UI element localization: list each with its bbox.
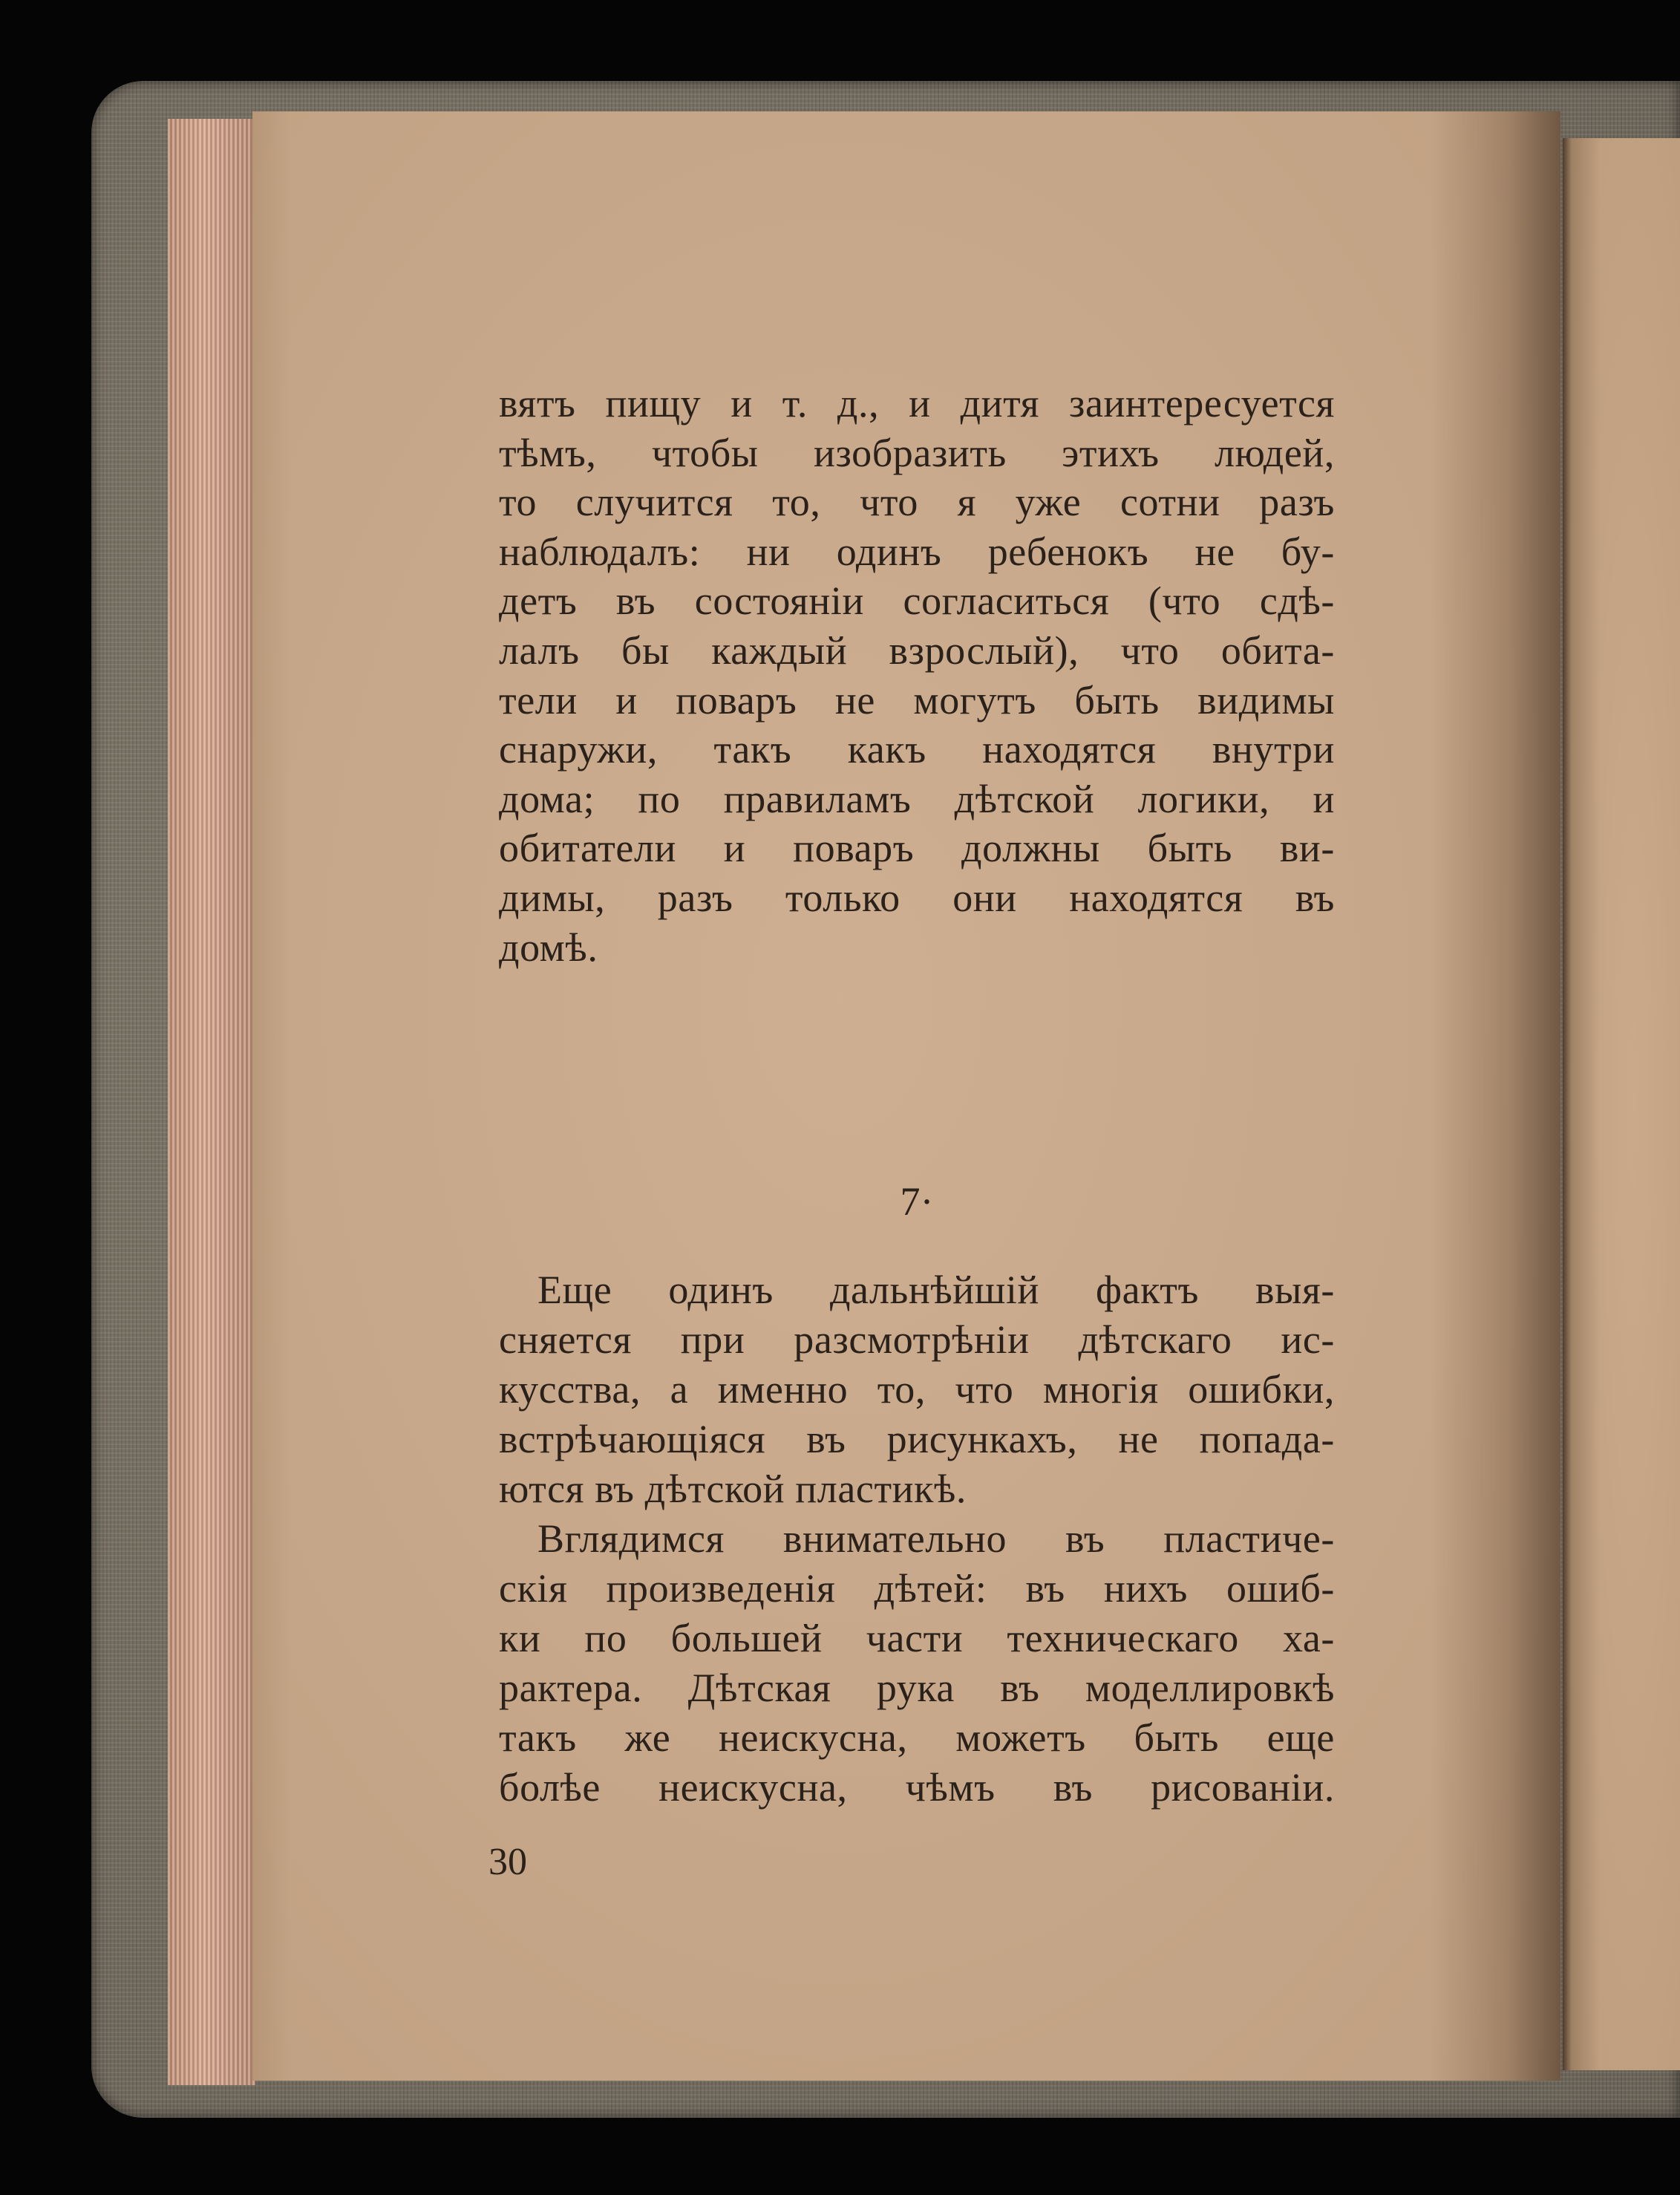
text-line: ются въ дѣтской пластикѣ. — [499, 1467, 967, 1511]
text-line: встрѣчающіяся въ рисункахъ, не попада- — [499, 1417, 1335, 1461]
text-line: то случится то, что я уже сотни разъ — [499, 480, 1335, 525]
text-line: кусства, а именно то, что многія ошибки, — [499, 1367, 1335, 1412]
text-line: ки по большей части техническаго ха- — [499, 1616, 1335, 1660]
text-line: дома; по правиламъ дѣтской логики, и — [499, 776, 1335, 821]
text-line: снаружи, такъ какъ находятся внутри — [499, 727, 1335, 772]
text-line: обитатели и поваръ должны быть ви- — [499, 826, 1335, 871]
section-number: 7· — [900, 1179, 934, 1224]
text-line: Еще одинъ дальнѣйшій фактъ выя- — [537, 1268, 1335, 1312]
text-line: Вглядимся внимательно въ пластиче- — [537, 1516, 1335, 1561]
text-line: болѣе неискусна, чѣмъ въ рисованіи. — [499, 1765, 1335, 1810]
text-line: детъ въ состояніи согласиться (что сдѣ- — [499, 578, 1335, 624]
text-line: рактера. Дѣтская рука въ моделлировкѣ — [499, 1666, 1335, 1710]
text-line: сняется при разсмотрѣніи дѣтскаго ис- — [499, 1317, 1335, 1362]
text-line: скія произведенія дѣтей: въ нихъ ошиб- — [499, 1566, 1335, 1611]
text-line: такъ же неискусна, можетъ быть еще — [499, 1715, 1335, 1760]
text-line: вятъ пищу и т. д., и дитя заинтересуется — [499, 381, 1335, 425]
text-line: домѣ. — [499, 924, 598, 970]
top-text-block — [499, 379, 1335, 972]
right-page-edge — [1563, 138, 1680, 2070]
text-line: наблюдалъ: ни одинъ ребенокъ не бу- — [499, 529, 1335, 574]
bottom-text-block — [499, 1265, 1335, 1813]
page-edges — [168, 119, 255, 2085]
text-line: димы, разъ только они находятся въ — [499, 875, 1335, 920]
text-line: тѣмъ, чтобы изобразить этихъ людей, — [499, 430, 1335, 475]
page-number: 30 — [488, 1841, 527, 1883]
text-line: тели и поваръ не могутъ быть видимы — [499, 677, 1335, 723]
text-line: лалъ бы каждый взрослый), что обита- — [499, 627, 1335, 673]
